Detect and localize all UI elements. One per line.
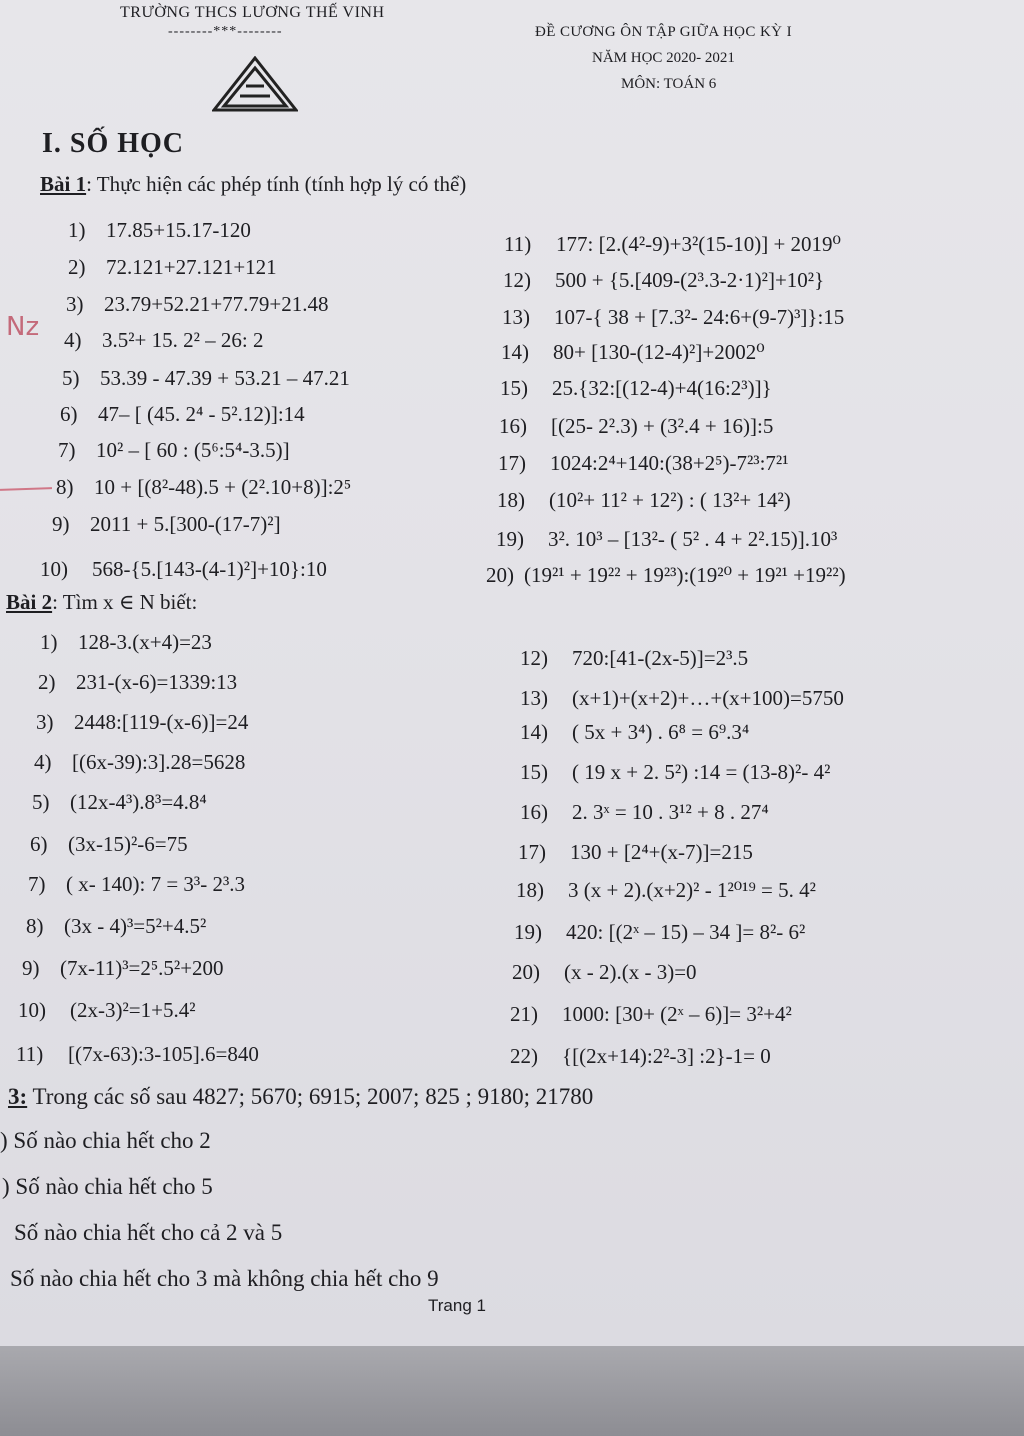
list-item: Số nào chia hết cho cả 2 và 5	[14, 1220, 283, 1245]
list-item: 3) 2448:[119-(x-6)]=24	[36, 710, 249, 734]
list-item: 19) 3². 10³ – [13²- ( 5² . 4 + 2².15)].10³	[496, 527, 838, 551]
document-title: ĐỀ CƯƠNG ÔN TẬP GIỮA HỌC KỲ I	[535, 24, 792, 40]
handwritten-red-mark	[0, 487, 52, 491]
list-item: 16) [(25- 2².3) + (3².4 + 16)]:5	[499, 414, 774, 438]
list-item: ) Số nào chia hết cho 2	[0, 1128, 211, 1153]
list-item: 21) 1000: [30+ (2ˣ – 6)]= 3²+4²	[510, 1002, 792, 1026]
subject: MÔN: TOÁN 6	[621, 76, 717, 92]
bai2-instruction: : Tìm x ∈ N biết:	[52, 590, 198, 614]
list-item: 6) 47– [ (45. 2⁴ - 5².12)]:14	[60, 402, 305, 426]
list-item: 17) 1024:2⁴+140:(38+2⁵)-7²³:7²¹	[498, 451, 789, 475]
list-item: 16) 2. 3ˣ = 10 . 3¹² + 8 . 27⁴	[520, 800, 769, 824]
list-item: 7) 10² – [ 60 : (5⁶:5⁴-3.5)]	[58, 438, 290, 462]
list-item: 9) 2011 + 5.[300-(17-7)²]	[52, 512, 281, 536]
list-item: 15) 25.{32:[(12-4)+4(16:2³)]}	[500, 376, 772, 400]
list-item: 10) (2x-3)²=1+5.4²	[18, 998, 196, 1022]
list-item: 3) 23.79+52.21+77.79+21.48	[66, 292, 329, 316]
list-item: 1) 17.85+15.17-120	[68, 218, 251, 242]
triangle-logo-icon	[212, 56, 298, 114]
list-item: 17) 130 + [2⁴+(x-7)]=215	[518, 840, 753, 864]
bai2-heading	[6, 590, 197, 615]
bai1-instruction: : Thực hiện các phép tính (tính hợp lý có thể)	[86, 172, 467, 196]
list-item: 14) 80+ [130-(12-4)²]+2002⁰	[501, 340, 765, 364]
list-item: 1) 128-3.(x+4)=23	[40, 630, 212, 654]
bai1-label: Bài 1	[40, 172, 87, 196]
list-item: 7) ( x- 140): 7 = 3³- 2³.3	[28, 872, 245, 896]
school-year: NĂM HỌC 2020- 2021	[592, 50, 735, 66]
list-item: 2) 72.121+27.121+121	[68, 255, 277, 279]
list-item: 4) 3.5²+ 15. 2² – 26: 2	[64, 328, 264, 352]
bai2-label: Bài 2	[6, 590, 53, 614]
list-item: 19) 420: [(2ˣ – 15) – 34 ]= 8²- 6²	[514, 920, 806, 944]
section-title: I. SỐ HỌC	[42, 128, 185, 159]
list-item: 11) 177: [2.(4²-9)+3²(15-10)] + 2019⁰	[504, 232, 841, 256]
list-item: 8) (3x - 4)³=5²+4.5²	[26, 914, 207, 938]
list-item: 4) [(6x-39):3].28=5628	[34, 750, 246, 774]
page-number: Trang 1	[428, 1296, 486, 1315]
school-name: TRƯỜNG THCS LƯƠNG THẾ VINH	[120, 4, 385, 21]
list-item: 20) (19²¹ + 19²² + 19²³):(19²⁰ + 19²¹ +19²²)	[486, 563, 846, 587]
list-item: 11) [(7x-63):3-105].6=840	[16, 1042, 259, 1066]
list-item: 18) 3 (x + 2).(x+2)² - 1²⁰¹⁹ = 5. 4²	[516, 878, 816, 902]
list-item: 5) (12x-4³).8³=4.8⁴	[32, 790, 207, 814]
list-item: 15) ( 19 x + 2. 5²) :14 = (13-8)²- 4²	[520, 760, 831, 784]
list-item: 2) 231-(x-6)=1339:13	[38, 670, 238, 694]
list-item: 9) (7x-11)³=2⁵.5²+200	[22, 956, 224, 980]
list-item: 5) 53.39 - 47.39 + 53.21 – 47.21	[62, 366, 350, 390]
list-item: 13) (x+1)+(x+2)+…+(x+100)=5750	[520, 686, 844, 710]
list-item: 12) 720:[41-(2x-5)]=2³.5	[520, 646, 749, 670]
list-item: 12) 500 + {5.[409-(2³.3-2·1)²]+10²}	[503, 268, 825, 292]
header-separator: --------***--------	[168, 24, 283, 39]
list-item: 20) (x - 2).(x - 3)=0	[512, 960, 697, 984]
handwritten-margin-note: Nz	[6, 312, 40, 342]
bai3-heading	[8, 1084, 593, 1110]
list-item: 22) {[(2x+14):2²-3] :2}-1= 0	[510, 1044, 771, 1068]
list-item: 13) 107-{ 38 + [7.3²- 24:6+(9-7)³]}:15	[502, 305, 845, 329]
table-surface	[0, 1346, 1024, 1436]
list-item: 10) 568-{5.[143-(4-1)²]+10}:10	[40, 557, 327, 581]
list-item: 18) (10²+ 11² + 12²) : ( 13²+ 14²)	[497, 488, 791, 512]
list-item: Số nào chia hết cho 3 mà không chia hết cho 9	[10, 1266, 439, 1291]
list-item: ) Số nào chia hết cho 5	[2, 1174, 213, 1199]
list-item: 6) (3x-15)²-6=75	[30, 832, 188, 856]
list-item: 14) ( 5x + 3⁴) . 6⁸ = 6⁹.3⁴	[520, 720, 750, 744]
list-item: 8) 10 + [(8²-48).5 + (2².10+8)]:2⁵	[56, 475, 352, 499]
bai3-label: 3:	[8, 1084, 28, 1109]
bai1-heading	[40, 172, 466, 197]
bai3-text: Trong các số sau 4827; 5670; 6915; 2007; 825 ; 9180; 21780	[27, 1084, 594, 1109]
